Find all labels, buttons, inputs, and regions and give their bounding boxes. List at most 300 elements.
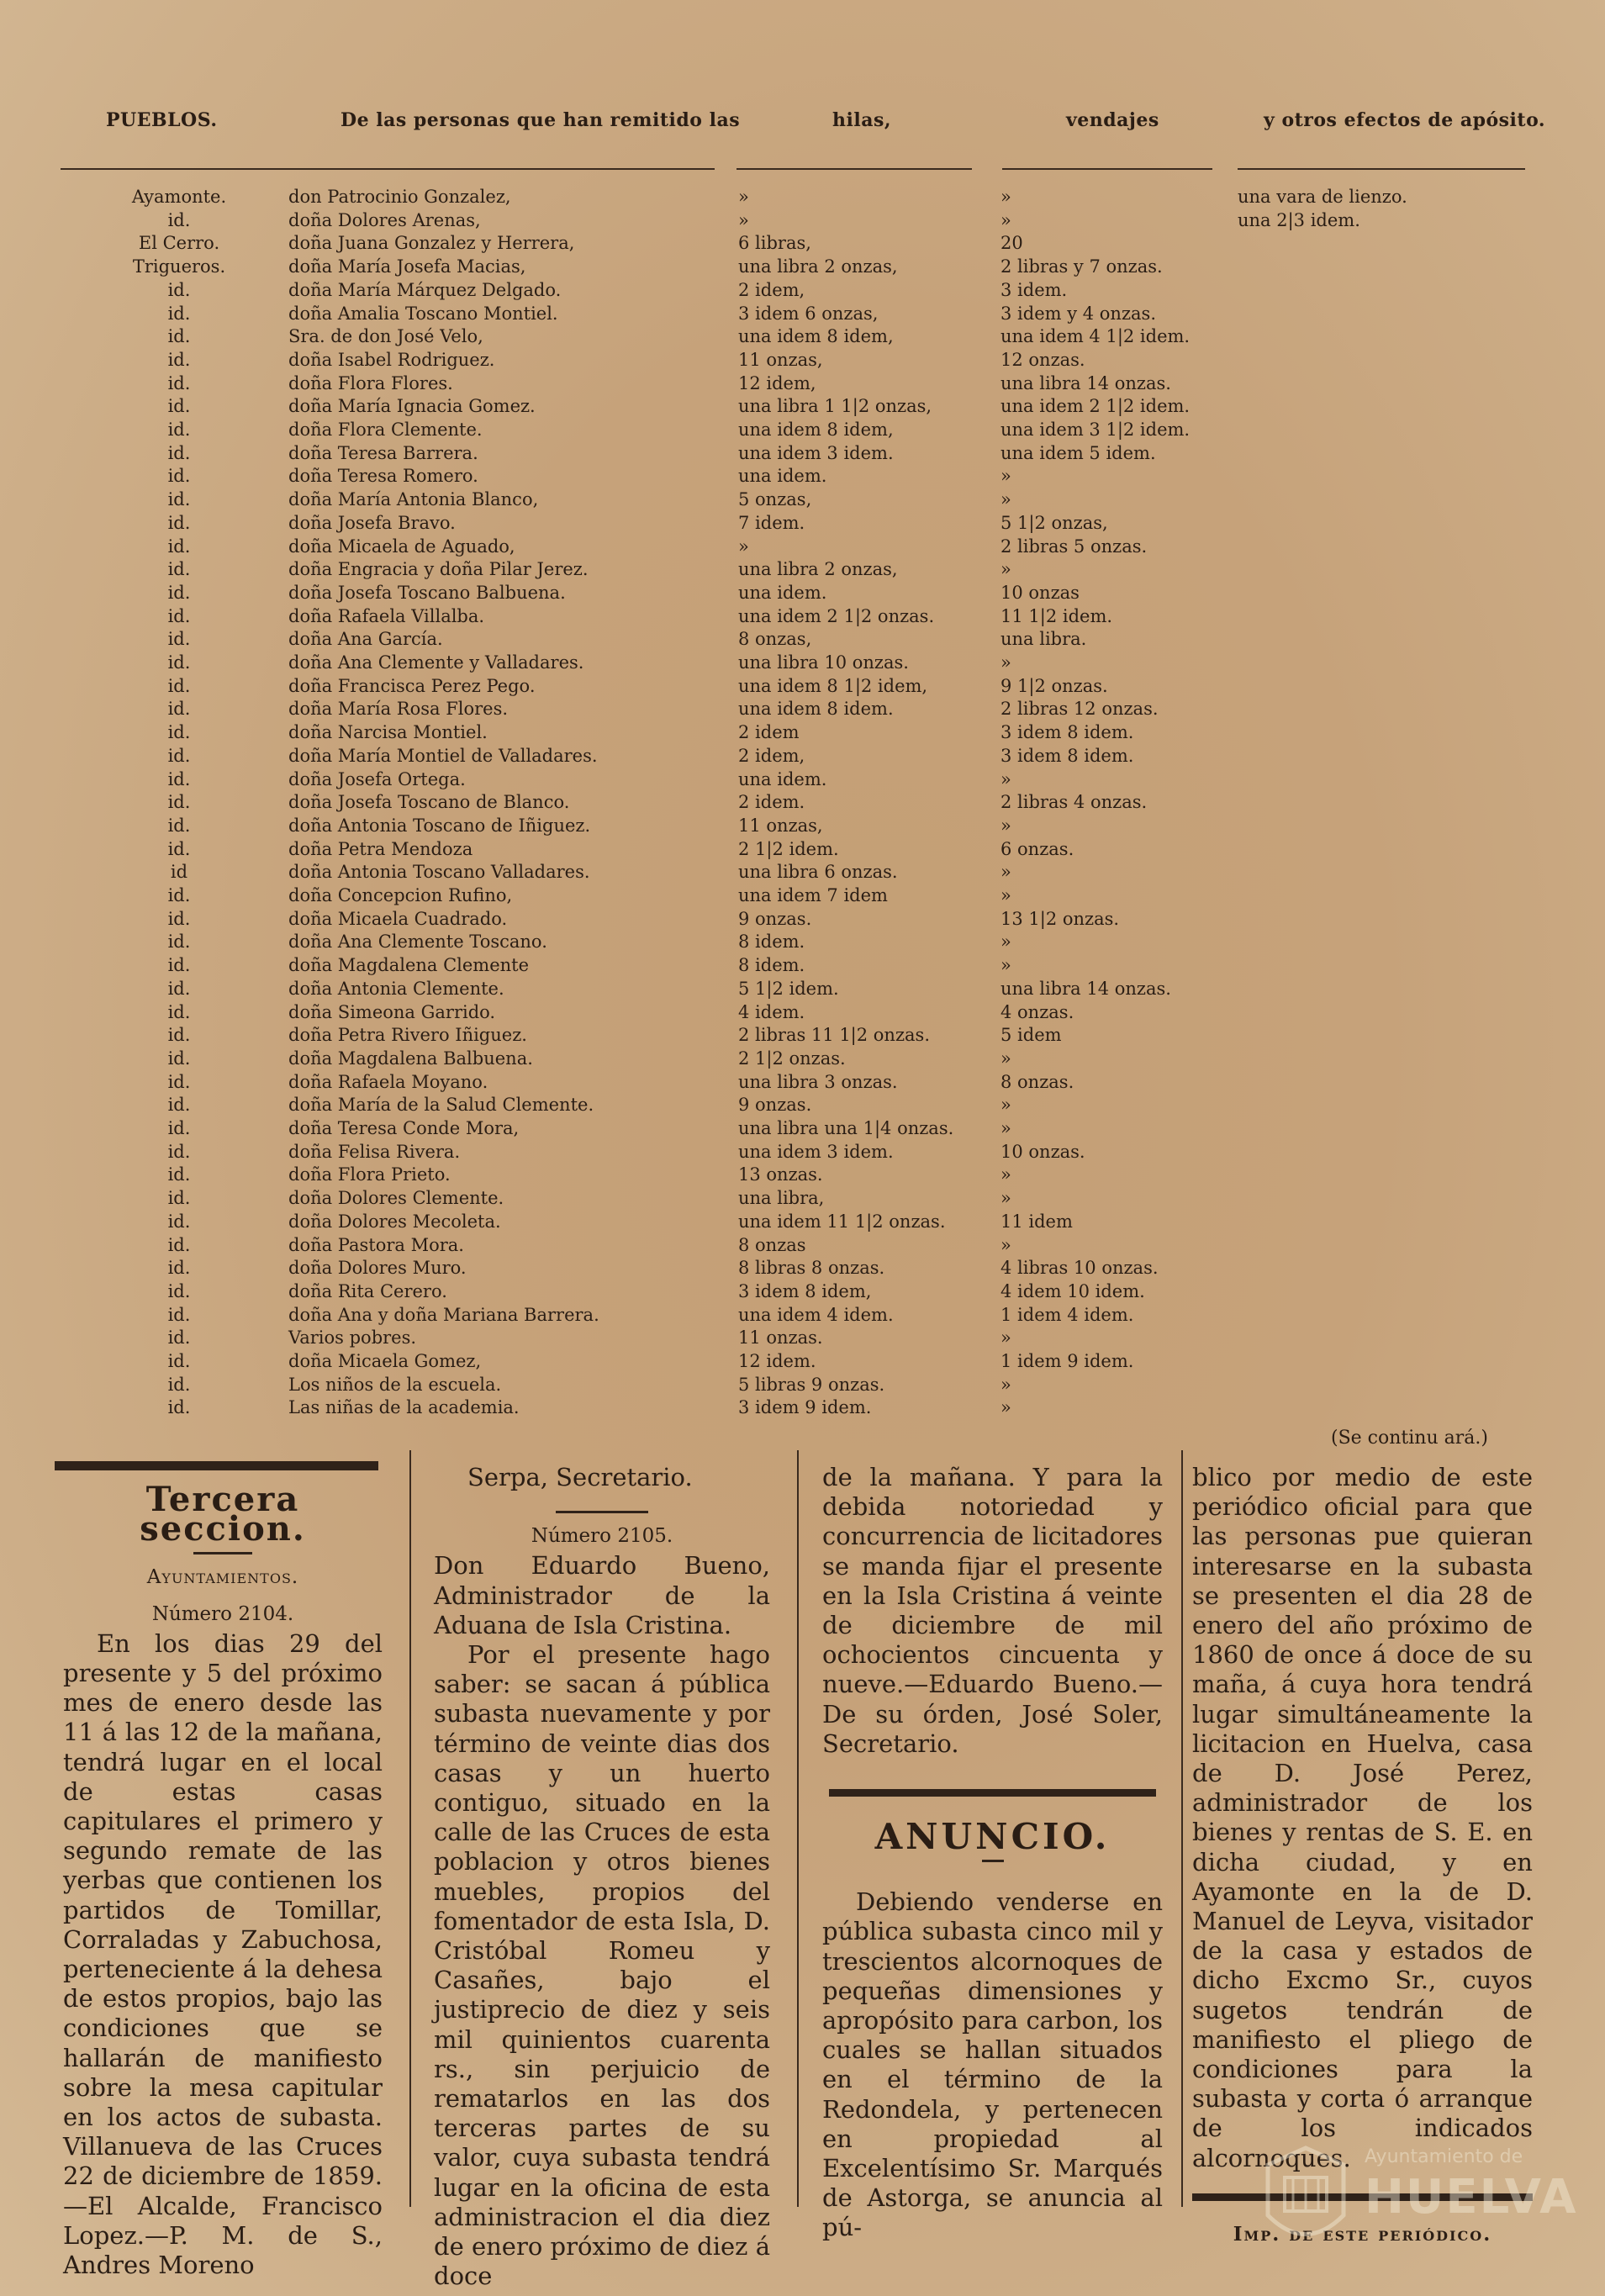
vendajes-cell: 5 1|2 onzas, <box>1000 512 1108 533</box>
persona-cell: doña Josefa Ortega. <box>288 768 466 789</box>
hilas-cell: 3 idem 8 idem, <box>738 1280 872 1301</box>
pueblo-cell: id. <box>167 536 191 557</box>
anuncio-rule <box>829 1789 1156 1797</box>
persona-cell: doña Engracia y doña Pilar Jerez. <box>288 559 589 580</box>
vendajes-cell: 13 1|2 onzas. <box>1000 908 1120 929</box>
persona-cell: doña Amalia Toscano Montiel. <box>288 303 558 324</box>
pueblo-cell: id. <box>167 372 191 393</box>
hilas-cell: una idem 8 idem. <box>738 699 894 720</box>
table-row <box>0 303 1605 327</box>
header-pueblos: PUEBLOS. <box>106 109 218 131</box>
vendajes-cell: una idem 5 idem. <box>1000 442 1156 463</box>
table-row <box>0 513 1605 536</box>
vendajes-cell: 1 idem 9 idem. <box>1000 1351 1134 1371</box>
pueblo-cell: id. <box>167 209 191 230</box>
vendajes-cell: 2 libras y 7 onzas. <box>1000 256 1163 277</box>
persona-cell: doña Narcisa Montiel. <box>288 722 488 743</box>
table-row <box>0 1235 1605 1259</box>
notice-heading: Don Eduardo Bueno, Administrador de la Aduana de Isla Cristina. <box>434 1551 770 1639</box>
vendajes-cell: » <box>1000 1188 1011 1209</box>
anuncio-rule-small <box>982 1860 1004 1862</box>
pueblo-cell: id. <box>167 885 191 905</box>
anuncio-body-cont: blico por medio de este periódico oficial para que las personas pue quieran interesarse en la subasta se presenten el dia 28 de enero del año próximo de 1860 de once á doce de su maña, á cuya hora tendrá lugar simultáneamente la licitacion en Huelva, casa de D. José Perez, administrador de los bienes y rentas de S. E. en dicha ciudad, y en Ayamonte en la de D. Manuel de Leyva, visitador de la casa y estados de dicho Excmo Sr., cuyos sugetos tendrán de manifiesto el pliego de condiciones para la subasta y corta ó arranque de los indicados alcornoques. <box>1192 1463 1533 2172</box>
persona-cell: doña Petra Rivero Iñiguez. <box>288 1025 527 1046</box>
hilas-cell: 2 idem, <box>738 279 805 300</box>
pueblo-cell: id. <box>167 1234 191 1255</box>
hilas-cell: una idem 2 1|2 onzas. <box>738 605 935 626</box>
pueblo-cell: id. <box>167 326 191 347</box>
persona-cell: doña Simeona Garrido. <box>288 1001 496 1022</box>
hilas-cell: 8 idem. <box>738 932 805 953</box>
persona-cell: doña Antonia Clemente. <box>288 978 504 999</box>
pueblo-cell: id. <box>167 838 191 859</box>
pueblo-cell: id. <box>167 442 191 463</box>
hilas-cell: 5 onzas, <box>738 489 812 510</box>
hilas-cell: 2 1|2 onzas. <box>738 1048 846 1069</box>
title-rule <box>193 1552 252 1554</box>
table-row <box>0 1327 1605 1351</box>
table-row <box>0 1072 1605 1095</box>
hilas-cell: 2 idem. <box>738 792 805 813</box>
header-vendajes: vendajes <box>1066 109 1159 131</box>
hilas-cell: 4 idem. <box>738 1001 805 1022</box>
table-row <box>0 1211 1605 1235</box>
table-row <box>0 722 1605 746</box>
notice-signature-cont: Serpa, Secretario. <box>467 1463 693 1491</box>
hilas-cell: una idem 3 idem. <box>738 1141 894 1162</box>
header-rule <box>1238 168 1525 170</box>
vendajes-cell: 12 onzas. <box>1000 349 1085 370</box>
vendajes-cell: una idem 3 1|2 idem. <box>1000 420 1191 440</box>
column-separator <box>1181 1450 1183 2207</box>
ayuntamiento-huelva-watermark <box>1259 2140 1578 2266</box>
hilas-cell: 12 idem, <box>738 372 816 393</box>
hilas-cell: 11 onzas, <box>738 349 823 370</box>
pueblo-cell: id. <box>167 699 191 720</box>
table-row <box>0 909 1605 932</box>
persona-cell: doña Josefa Toscano Balbuena. <box>288 582 566 603</box>
persona-cell: doña María Montiel de Valladares. <box>288 745 598 766</box>
pueblo-cell: id. <box>167 722 191 743</box>
hilas-cell: una libra 1 1|2 onzas, <box>738 396 932 417</box>
vendajes-cell: 2 libras 12 onzas. <box>1000 699 1159 720</box>
persona-cell: doña Pastora Mora. <box>288 1234 464 1255</box>
section-title: Tercera seccion. <box>140 1480 306 1549</box>
vendajes-cell: 2 libras 4 onzas. <box>1000 792 1148 813</box>
pueblo-cell: id. <box>167 605 191 626</box>
table-row <box>0 1164 1605 1188</box>
persona-cell: doña Dolores Muro. <box>288 1258 467 1279</box>
vendajes-cell: » <box>1000 466 1011 487</box>
table-row <box>0 256 1605 280</box>
table-row <box>0 1142 1605 1165</box>
hilas-cell: 6 libras, <box>738 233 811 254</box>
persona-cell: Los niños de la escuela. <box>288 1374 502 1395</box>
table-row <box>0 815 1605 839</box>
persona-cell: doña Josefa Toscano de Blanco. <box>288 792 570 813</box>
pueblo-cell: id. <box>167 955 191 976</box>
pueblo-cell: id. <box>167 489 191 510</box>
table-row <box>0 1025 1605 1048</box>
persona-cell: doña Dolores Clemente. <box>288 1188 504 1209</box>
persona-cell: doña Flora Clemente. <box>288 420 483 440</box>
pueblo-cell: id. <box>167 279 191 300</box>
vendajes-cell: una idem 4 1|2 idem. <box>1000 326 1191 347</box>
hilas-cell: una libra 6 onzas. <box>738 862 898 883</box>
pueblo-cell: id. <box>167 303 191 324</box>
pueblo-cell: id. <box>167 512 191 533</box>
hilas-cell: 2 idem <box>738 722 800 743</box>
persona-cell: doña Dolores Arenas, <box>288 209 481 230</box>
pueblo-cell: id. <box>167 792 191 813</box>
vendajes-cell: 5 idem <box>1000 1025 1062 1046</box>
hilas-cell: » <box>738 536 749 557</box>
table-row <box>0 862 1605 885</box>
table-row <box>0 932 1605 955</box>
persona-cell: doña María Rosa Flores. <box>288 699 509 720</box>
persona-cell: doña Ana García. <box>288 629 443 650</box>
pueblo-cell: id. <box>167 1280 191 1301</box>
hilas-cell: una idem 11 1|2 onzas. <box>738 1211 946 1232</box>
persona-cell: Sra. de don José Velo, <box>288 326 483 347</box>
pueblo-cell: id <box>170 862 188 883</box>
table-row <box>0 1095 1605 1118</box>
column-4 <box>1192 1463 1533 2249</box>
persona-cell: Varios pobres. <box>288 1327 417 1349</box>
persona-cell: don Patrocinio Gonzalez, <box>288 187 511 207</box>
hilas-cell: una idem 8 idem, <box>738 420 894 440</box>
persona-cell: doña Isabel Rodriguez. <box>288 349 495 370</box>
vendajes-cell: » <box>1000 1327 1011 1349</box>
hilas-cell: 2 1|2 idem. <box>738 838 839 859</box>
persona-cell: doña Ana y doña Mariana Barrera. <box>288 1304 599 1325</box>
hilas-cell: 11 onzas, <box>738 815 823 836</box>
vendajes-cell: 6 onzas. <box>1000 838 1074 859</box>
pueblo-cell: id. <box>167 1164 191 1185</box>
table-row <box>0 1397 1605 1421</box>
hilas-cell: 3 idem 9 idem. <box>738 1397 872 1418</box>
hilas-cell: una idem. <box>738 582 827 603</box>
imprint: Imp. de este periódico. <box>1233 2222 1492 2246</box>
persona-cell: doña Rita Cerero. <box>288 1280 447 1301</box>
persona-cell: doña Juana Gonzalez y Herrera, <box>288 233 575 254</box>
pueblo-cell: id. <box>167 675 191 696</box>
persona-cell: doña Francisca Perez Pego. <box>288 675 536 696</box>
table-row <box>0 326 1605 350</box>
persona-cell: doña Micaela Cuadrado. <box>288 908 508 929</box>
persona-cell: doña María Josefa Macias, <box>288 256 526 277</box>
pueblo-cell: id. <box>167 768 191 789</box>
table-row <box>0 792 1605 815</box>
persona-cell: doña María Márquez Delgado. <box>288 279 562 300</box>
watermark-line2: HUELVA <box>1365 2170 1578 2225</box>
header-hilas: hilas, <box>832 109 892 131</box>
hilas-cell: 8 libras 8 onzas. <box>738 1258 885 1279</box>
pueblo-cell: id. <box>167 1048 191 1069</box>
pueblo-cell: id. <box>167 349 191 370</box>
pueblo-cell: id. <box>167 420 191 440</box>
column-1 <box>63 1478 383 2280</box>
hilas-cell: 2 libras 11 1|2 onzas. <box>738 1025 930 1046</box>
table-row <box>0 1305 1605 1328</box>
table-row <box>0 839 1605 863</box>
persona-cell: doña Flora Prieto. <box>288 1164 451 1185</box>
hilas-cell: 5 libras 9 onzas. <box>738 1374 885 1395</box>
table-row <box>0 1258 1605 1281</box>
pueblo-cell: id. <box>167 745 191 766</box>
pueblo-cell: id. <box>167 559 191 580</box>
header-personas: De las personas que han remitido las <box>341 109 741 131</box>
persona-cell: doña Ana Clemente Toscano. <box>288 932 547 953</box>
vendajes-cell: » <box>1000 209 1011 230</box>
vendajes-cell: » <box>1000 885 1011 905</box>
pueblo-cell: id. <box>167 396 191 417</box>
table-row <box>0 1118 1605 1142</box>
table-row <box>0 885 1605 909</box>
hilas-cell: 9 onzas. <box>738 1095 812 1116</box>
table-row <box>0 210 1605 234</box>
pueblo-cell: id. <box>167 1095 191 1116</box>
table-row <box>0 629 1605 652</box>
vendajes-cell: 10 onzas. <box>1000 1141 1085 1162</box>
pueblo-cell: id. <box>167 978 191 999</box>
persona-cell: doña Magdalena Clemente <box>288 955 530 976</box>
pueblo-cell: id. <box>167 908 191 929</box>
table-row <box>0 466 1605 489</box>
pueblo-cell: id. <box>167 815 191 836</box>
persona-cell: doña María de la Salud Clemente. <box>288 1095 594 1116</box>
vendajes-cell: 3 idem 8 idem. <box>1000 745 1134 766</box>
hilas-cell: una idem 8 1|2 idem, <box>738 675 928 696</box>
hilas-cell: 3 idem 6 onzas, <box>738 303 879 324</box>
hilas-cell: 12 idem. <box>738 1351 816 1371</box>
vendajes-cell: » <box>1000 652 1011 673</box>
table-row <box>0 420 1605 443</box>
otros-cell: una vara de lienzo. <box>1238 187 1407 207</box>
vendajes-cell: 9 1|2 onzas. <box>1000 675 1108 696</box>
ayuntamientos-heading: Ayuntamientos. <box>146 1566 299 1589</box>
pueblo-cell: id. <box>167 1141 191 1162</box>
vendajes-cell: » <box>1000 1095 1011 1116</box>
table-row <box>0 1281 1605 1305</box>
persona-cell: doña Concepcion Rufino, <box>288 885 513 905</box>
pueblo-cell: id. <box>167 1001 191 1022</box>
hilas-cell: 8 onzas, <box>738 629 812 650</box>
vendajes-cell: 11 idem <box>1000 1211 1073 1232</box>
header-otros: y otros efectos de apósito. <box>1264 109 1546 131</box>
hilas-cell: una libra 2 onzas, <box>738 256 898 277</box>
persona-cell: doña Teresa Romero. <box>288 466 478 487</box>
anuncio-title: ANUNCIO. <box>874 1816 1111 1858</box>
vendajes-cell: » <box>1000 862 1011 883</box>
persona-cell: doña Teresa Barrera. <box>288 442 478 463</box>
persona-cell: doña Ana Clemente y Valladares. <box>288 652 584 673</box>
vendajes-cell: una libra. <box>1000 629 1087 650</box>
otros-cell: una 2|3 idem. <box>1238 209 1360 230</box>
persona-cell: doña Petra Mendoza <box>288 838 473 859</box>
pueblo-cell: id. <box>167 629 191 650</box>
persona-cell: doña Micaela Gomez, <box>288 1351 482 1371</box>
persona-cell: doña Antonia Toscano de Iñiguez. <box>288 815 591 836</box>
pueblo-cell: id. <box>167 1071 191 1092</box>
hilas-cell: una idem 3 idem. <box>738 442 894 463</box>
vendajes-cell: » <box>1000 1118 1011 1138</box>
vendajes-cell: » <box>1000 187 1011 207</box>
vendajes-cell: » <box>1000 1048 1011 1069</box>
persona-cell: doña Rafaela Moyano. <box>288 1071 488 1092</box>
persona-cell: doña Josefa Bravo. <box>288 512 456 533</box>
pueblo-cell: El Cerro. <box>138 233 220 254</box>
table-row <box>0 1188 1605 1211</box>
notice-number: Número 2104. <box>151 1602 294 1625</box>
vendajes-cell: » <box>1000 932 1011 953</box>
hilas-cell: una idem 4 idem. <box>738 1304 894 1325</box>
table-row <box>0 373 1605 397</box>
vendajes-cell: una libra 14 onzas. <box>1000 978 1171 999</box>
hilas-cell: » <box>738 187 749 207</box>
table-row <box>0 443 1605 467</box>
persona-cell: doña Dolores Mecoleta. <box>288 1211 501 1232</box>
pueblo-cell: id. <box>167 652 191 673</box>
hilas-cell: una idem. <box>738 768 827 789</box>
pueblo-cell: id. <box>167 1258 191 1279</box>
hilas-cell: una libra una 1|4 onzas. <box>738 1118 954 1138</box>
hilas-cell: 8 onzas <box>738 1234 806 1255</box>
pueblo-cell: id. <box>167 932 191 953</box>
notice-rule <box>556 1511 648 1513</box>
pueblo-cell: id. <box>167 1327 191 1349</box>
pueblo-cell: Ayamonte. <box>131 187 227 207</box>
vendajes-cell: » <box>1000 768 1011 789</box>
vendajes-cell: » <box>1000 489 1011 510</box>
table-row <box>0 652 1605 676</box>
table-row <box>0 1048 1605 1072</box>
column-separator <box>797 1450 799 2207</box>
vendajes-cell: » <box>1000 815 1011 836</box>
crest-icon <box>1259 2140 1352 2257</box>
persona-cell: doña Magdalena Balbuena. <box>288 1048 533 1069</box>
vendajes-cell: 4 idem 10 idem. <box>1000 1280 1145 1301</box>
pueblo-cell: id. <box>167 582 191 603</box>
table-row <box>0 699 1605 722</box>
vendajes-cell: 3 idem y 4 onzas. <box>1000 303 1156 324</box>
vendajes-cell: 3 idem. <box>1000 279 1068 300</box>
table-row <box>0 396 1605 420</box>
hilas-cell: una idem 8 idem, <box>738 326 894 347</box>
vendajes-cell: » <box>1000 559 1011 580</box>
hilas-cell: 11 onzas. <box>738 1327 823 1349</box>
vendajes-cell: » <box>1000 1397 1011 1418</box>
table-row <box>0 955 1605 979</box>
hilas-cell: » <box>738 209 749 230</box>
header-rule <box>61 168 715 170</box>
persona-cell: doña Micaela de Aguado, <box>288 536 515 557</box>
table-row <box>0 606 1605 630</box>
column-2 <box>434 1463 770 2291</box>
vendajes-cell: 4 libras 10 onzas. <box>1000 1258 1159 1279</box>
hilas-cell: 7 idem. <box>738 512 805 533</box>
anuncio-body: Debiendo venderse en pública subasta cinco mil y trescientos alcornoques de pequeñas dimensiones y apropósito para carbon, los cuales se hallan situados en el término de la Redondela, y pertenecen en propiedad al Excelentísimo Sr. Marqués de Astorga, se anuncia al pú- <box>822 1887 1163 2242</box>
pueblo-cell: id. <box>167 1351 191 1371</box>
notice-number: Número 2105. <box>531 1525 673 1548</box>
hilas-cell: 5 1|2 idem. <box>738 978 839 999</box>
hilas-cell: una libra 3 onzas. <box>738 1071 898 1092</box>
vendajes-cell: 2 libras 5 onzas. <box>1000 536 1148 557</box>
pueblo-cell: id. <box>167 1188 191 1209</box>
table-row <box>0 1375 1605 1398</box>
table-row <box>0 979 1605 1002</box>
persona-cell: doña Felisa Rivera. <box>288 1141 461 1162</box>
hilas-cell: una libra 10 onzas. <box>738 652 909 673</box>
vendajes-cell: 4 onzas. <box>1000 1001 1074 1022</box>
pueblo-cell: id. <box>167 1374 191 1395</box>
table-row <box>0 233 1605 256</box>
persona-cell: doña Rafaela Villalba. <box>288 605 485 626</box>
table-row <box>0 559 1605 583</box>
section-rule <box>55 1461 378 1470</box>
table-row <box>0 350 1605 373</box>
vendajes-cell: 1 idem 4 idem. <box>1000 1304 1134 1325</box>
persona-cell: doña María Antonia Blanco, <box>288 489 539 510</box>
table-row <box>0 187 1605 210</box>
hilas-cell: 8 idem. <box>738 955 805 976</box>
vendajes-cell: » <box>1000 1164 1011 1185</box>
vendajes-cell: 3 idem 8 idem. <box>1000 722 1134 743</box>
pueblo-cell: id. <box>167 1211 191 1232</box>
pueblo-cell: Trigueros. <box>132 256 226 277</box>
pueblo-cell: id. <box>167 1397 191 1418</box>
column-separator <box>409 1450 411 2207</box>
notice-body-cont: de la mañana. Y para la debida notoriedad y concurrencia de licitadores se manda fijar el presente en la Isla Cristina á veinte de diciembre de mil ochocientos cincuenta y nueve.—Eduardo Bueno.—De su órden, José Soler, Secretario. <box>822 1463 1163 1758</box>
pueblo-cell: id. <box>167 1118 191 1138</box>
notice-body: En los dias 29 del presente y 5 del próximo mes de enero desde las 11 á las 12 de la mañana, tendrá lugar en el local de estas casas capitulares el primero y segundo remate de las yerbas que contienen los partidos de Tomillar, Corraladas y Zabuchosa, perteneciente á la dehesa de estos propios, bajo las condiciones que se hallarán de manifiesto sobre la mesa capitular en los actos de subasta. Villanueva de las Cruces 22 de diciembre de 1859.—El Alcalde, Francisco Lopez.—P. M. de S., Andres Moreno <box>63 1628 383 2280</box>
pueblo-cell: id. <box>167 1025 191 1046</box>
watermark-line1: Ayuntamiento de <box>1365 2146 1523 2167</box>
vendajes-cell: » <box>1000 1374 1011 1395</box>
hilas-cell: una idem 7 idem <box>738 885 888 905</box>
vendajes-cell: 8 onzas. <box>1000 1071 1074 1092</box>
table-row <box>0 583 1605 606</box>
hilas-cell: una idem. <box>738 466 827 487</box>
vendajes-cell: 11 1|2 idem. <box>1000 605 1113 626</box>
vendajes-cell: una libra 14 onzas. <box>1000 372 1171 393</box>
persona-cell: doña María Ignacia Gomez. <box>288 396 536 417</box>
table-row <box>0 489 1605 513</box>
hilas-cell: una libra 2 onzas, <box>738 559 898 580</box>
vendajes-cell: una idem 2 1|2 idem. <box>1000 396 1191 417</box>
pueblo-cell: id. <box>167 466 191 487</box>
notice-body: Por el presente hago saber: se sacan á pública subasta nuevamente y por término de veinte dias dos casas y un huerto contiguo, situado en la calle de las Cruces de esta poblacion y otros bienes muebles, propios del fomentador de esta Isla, D. Cristóbal Romeu y Casañes, bajo el justiprecio de diez y seis mil quinientos cuarenta rs., sin perjuicio de rematarlos en las dos terceras partes de su valor, cuya subasta tendrá lugar en la oficina de esta administracion el dia diez de enero próximo de diez á doce <box>434 1640 770 2291</box>
hilas-cell: 2 idem, <box>738 745 805 766</box>
vendajes-cell: 10 onzas <box>1000 582 1080 603</box>
pueblo-cell: id. <box>167 1304 191 1325</box>
hilas-cell: 9 onzas. <box>738 908 812 929</box>
header-rule <box>1002 168 1212 170</box>
column-3 <box>822 1463 1163 2243</box>
table-row <box>0 769 1605 793</box>
vendajes-cell: » <box>1000 1234 1011 1255</box>
vendajes-cell: » <box>1000 955 1011 976</box>
table-row <box>0 746 1605 769</box>
table-row <box>0 280 1605 303</box>
table-row <box>0 1351 1605 1375</box>
hilas-cell: 13 onzas. <box>738 1164 823 1185</box>
persona-cell: Las niñas de la academia. <box>288 1397 520 1418</box>
header-rule <box>737 168 972 170</box>
table-row <box>0 1002 1605 1026</box>
persona-cell: doña Flora Flores. <box>288 372 453 393</box>
persona-cell: doña Teresa Conde Mora, <box>288 1118 520 1138</box>
